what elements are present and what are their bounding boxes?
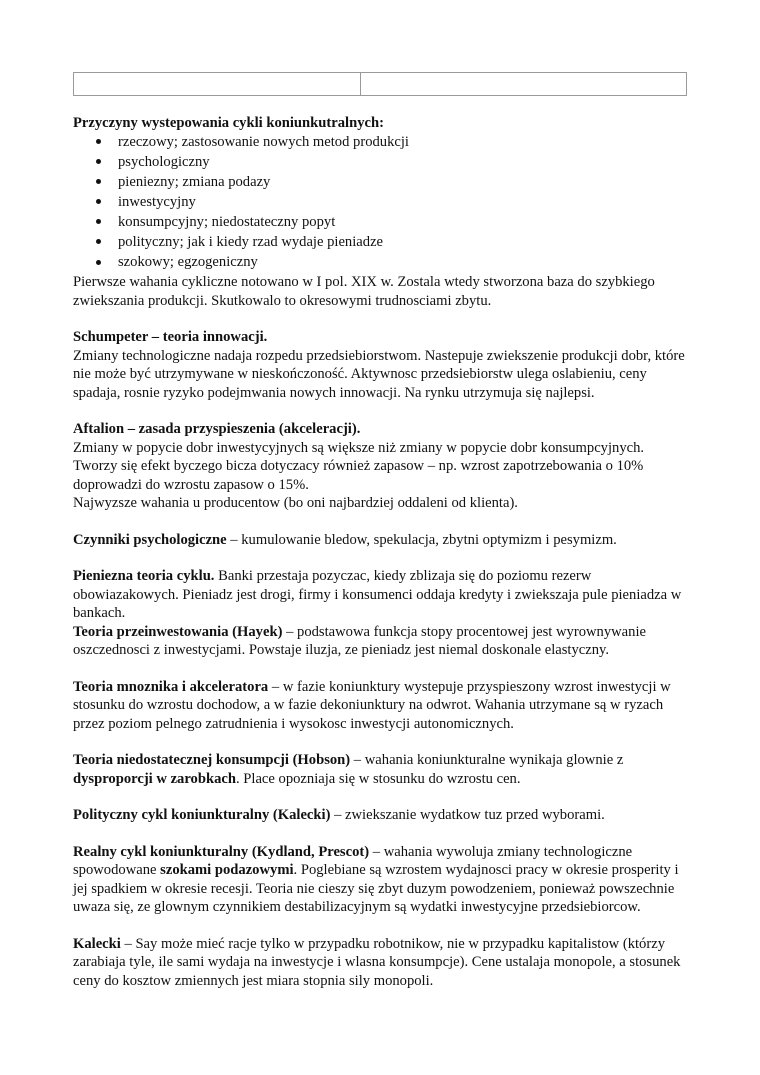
schumpeter-text: Zmiany technologiczne nadaja rozpedu przedsiebiorstwom. Nastepuje zwiekszenie produkcji dobr, które nie może być utrzymywane w nieskończoność. Aktywnosc przedsiebiorstw ulega oslabieniu, ceny spadaja, rosnie ryzyko podejmwania nowych innowacji. Na rynku utrzymuja się najlepsi. bbox=[73, 347, 685, 401]
monetary-paragraph: Pieniezna teoria cyklu. Banki przestaja pozyczac, kiedy zblizaja się do poziomu rezerw obowiazakowych. Pieniadz jest drogi, firmy i konsumenci oddaja kredyty i zwiekszaja pule pieniadza w bankach. bbox=[73, 568, 682, 622]
multiplier-paragraph: Teoria mnoznika i akceleratora – w fazie koniunktury wystepuje przyspieszony wzrost inwestycji w stosunku do wzrostu dochodow, a w fazie dekoniunktury na odwrot. Wahania utrzymane są w ryzach przez poziom pelnego zatrudnienia i wysokosc inwestycji autonomicznych. bbox=[73, 678, 671, 732]
aftalion-heading: Aftalion – zasada przyspieszenia (akceleracji). bbox=[73, 421, 361, 438]
hobson-paragraph: Teoria niedostatecznej konsumpcji (Hobson) – wahania koniunkturalne wynikaja glownie z dysproporcji w zarobkach. Place opozniaja się w stosunku do wzrostu cen. bbox=[73, 752, 624, 787]
rbc-paragraph: Realny cykl koniunkturalny (Kydland, Prescot) – wahania wywoluja zmiany technologiczne spowodowane szokami podazowymi. Poglebiane są wzrostem wydajnosci pracy w okresie prosperity i jej spadkiem w okresie recesji. Teoria nie cieszy się zbyt duzym powodzeniem, ponieważ powszechnie uwaza się, ze glownym czynnikiem destabilizacyjnym są wydatki inwestycyjne przedsiebiorcow. bbox=[73, 843, 679, 916]
causes-heading: Przyczyny wystepowania cykli koniunkutralnych: bbox=[73, 115, 384, 131]
empty-table bbox=[73, 72, 687, 96]
list-item: inwestycyjny bbox=[118, 193, 196, 210]
table-cell bbox=[360, 73, 686, 95]
schumpeter-heading: Schumpeter – teoria innowacji. bbox=[73, 329, 268, 346]
causes-paragraph: Pierwsze wahania cykliczne notowano w I pol. XIX w. Zostala wtedy stworzona baza do szybkiego zwiekszania produkcji. Skutkowalo to okresowymi trudnosciami zbytu. bbox=[73, 274, 655, 309]
list-item: rzeczowy; zastosowanie nowych metod produkcji bbox=[118, 133, 409, 150]
aftalion-text: Zmiany w popycie dobr inwestycyjnych są większe niż zmiany w popycie dobr konsumpcyjnych. Tworzy się efekt byczego bicza dotyczacy również zapasow – np. wzrost zapotrzebowania o 10% doprowadzi do wzrostu zapasow o 15%. bbox=[73, 439, 645, 493]
list-item: pieniezny; zmiana podazy bbox=[118, 173, 271, 190]
list-item: polityczny; jak i kiedy rzad wydaje pieniadze bbox=[118, 233, 384, 250]
table-cell bbox=[74, 73, 360, 95]
kalecki-cycle-paragraph: Polityczny cykl koniunkturalny (Kalecki) – zwiekszanie wydatkow tuz przed wyborami. bbox=[73, 807, 605, 824]
kalecki-paragraph: Kalecki – Say może mieć racje tylko w przypadku robotnikow, nie w przypadku kapitalistow (którzy zarabiaja tyle, ile sami wydaja na inwestycje i wlasna konsumpcje). Cene ustalaja monopole, a stosunek ceny do kosztow zmiennych jest miara stopnia sily monopoli. bbox=[73, 935, 681, 989]
list-item: szokowy; egzogeniczny bbox=[118, 254, 258, 271]
list-item: konsumpcyjny; niedostateczny popyt bbox=[118, 213, 336, 230]
psych-paragraph: Czynniki psychologiczne – kumulowanie bledow, spekulacja, zbytni optymizm i pesymizm. bbox=[73, 531, 617, 548]
hayek-paragraph: Teoria przeinwestowania (Hayek) – podstawowa funkcja stopy procentowej jest wyrownywanie oszczednosci z inwestycjami. Powstaje iluzja, ze pieniadz jest niemal doskonale elastyczny. bbox=[73, 623, 646, 659]
causes-list bbox=[73, 133, 691, 272]
list-item: psychologiczny bbox=[118, 153, 210, 170]
document-body bbox=[73, 114, 691, 990]
aftalion-text-2: Najwyzsze wahania u producentow (bo oni najbardziej oddaleni od klienta). bbox=[73, 495, 518, 512]
